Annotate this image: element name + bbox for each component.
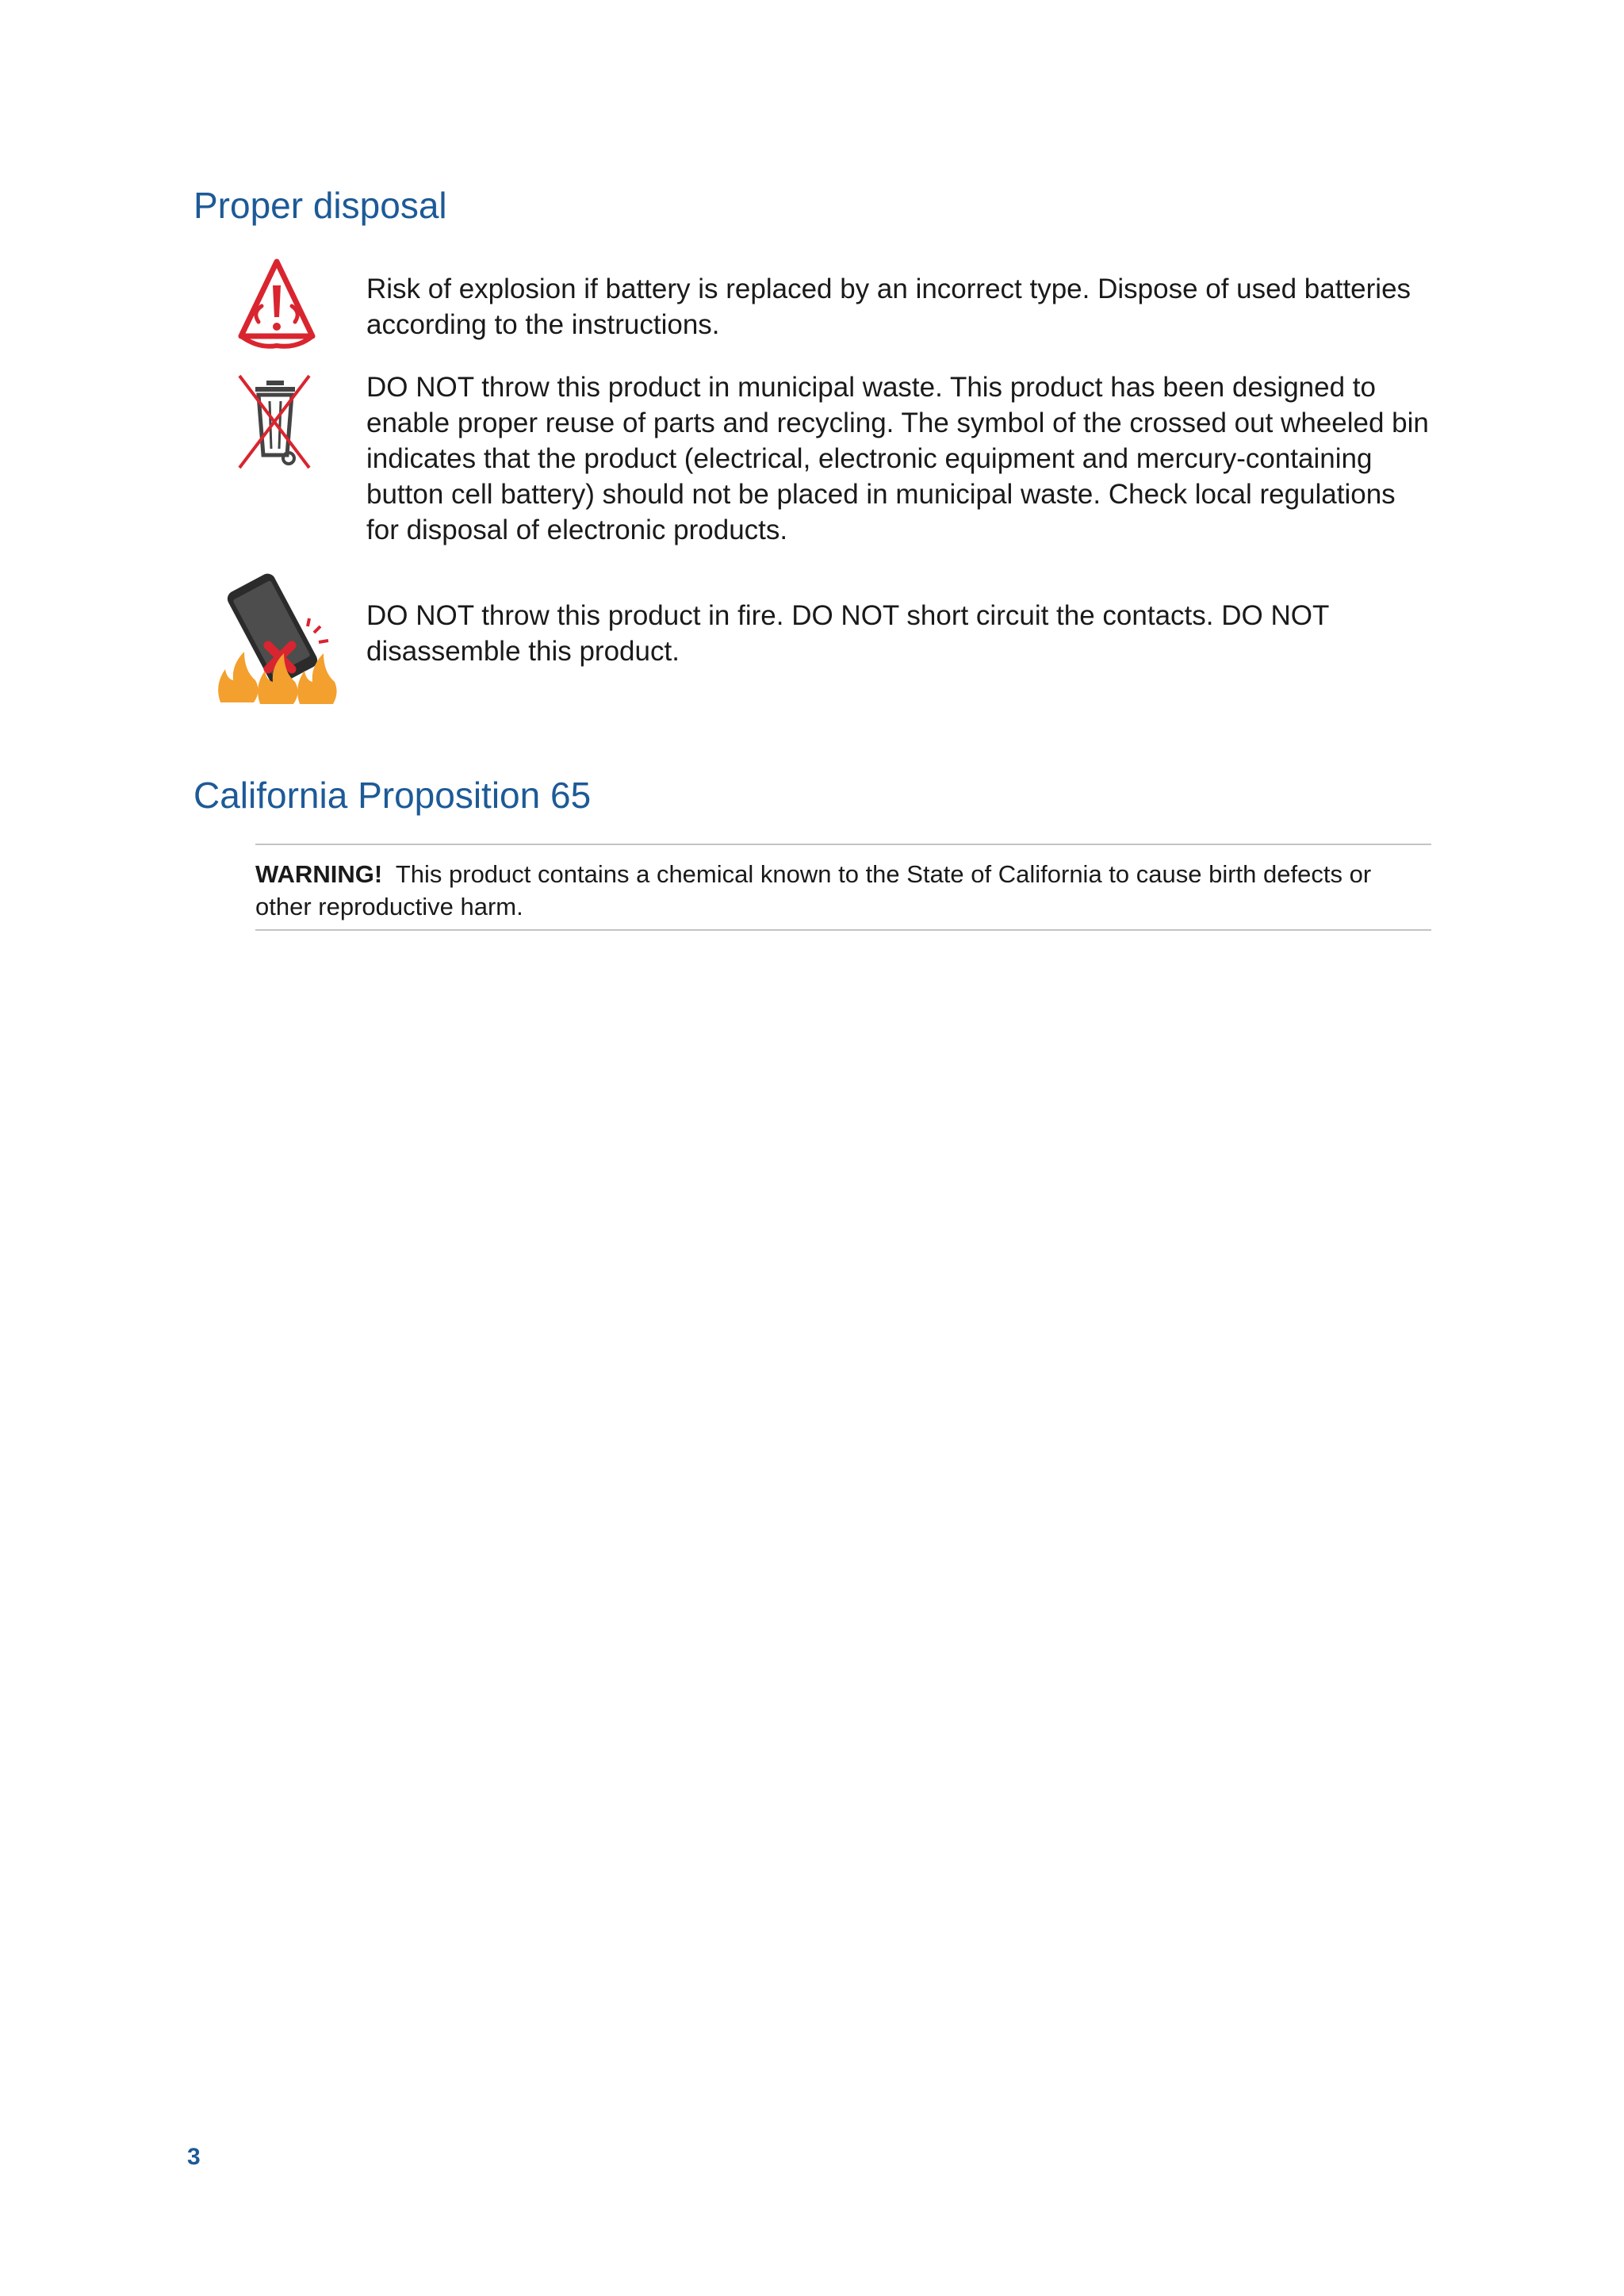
warning-text: This product contains a chemical known to the State of California to cause birth defects or other reproductive harm. bbox=[255, 860, 1372, 920]
prop65-warning-box bbox=[255, 844, 1431, 931]
section-title-california-prop-65: California Proposition 65 bbox=[193, 775, 592, 816]
section-title-proper-disposal: Proper disposal bbox=[193, 185, 447, 226]
page-number: 3 bbox=[187, 2144, 201, 2170]
explosion-warning-icon bbox=[235, 257, 319, 350]
no-fire-device-icon bbox=[213, 560, 339, 709]
crossed-wheelie-bin-icon bbox=[235, 373, 314, 473]
disposal-text-municipal-waste: DO NOT throw this product in municipal waste. This product has been designed to enable proper reuse of parts and recycling. The symbol of the crossed out wheeled bin indicates that the product (electrical, electronic equipment and mercury-containing button cell battery) should not be placed in municipal waste. Check local regulations for disposal of electronic products. bbox=[366, 372, 1429, 545]
prop65-warning-paragraph bbox=[255, 845, 1431, 923]
disposal-text-fire: DO NOT throw this product in fire. DO NOT short circuit the contacts. DO NOT disassemble this product. bbox=[366, 600, 1329, 667]
warning-label: WARNING! bbox=[255, 860, 383, 888]
disposal-text-explosion: Risk of explosion if battery is replaced by an incorrect type. Dispose of used batteries according to the instructions. bbox=[366, 274, 1411, 340]
